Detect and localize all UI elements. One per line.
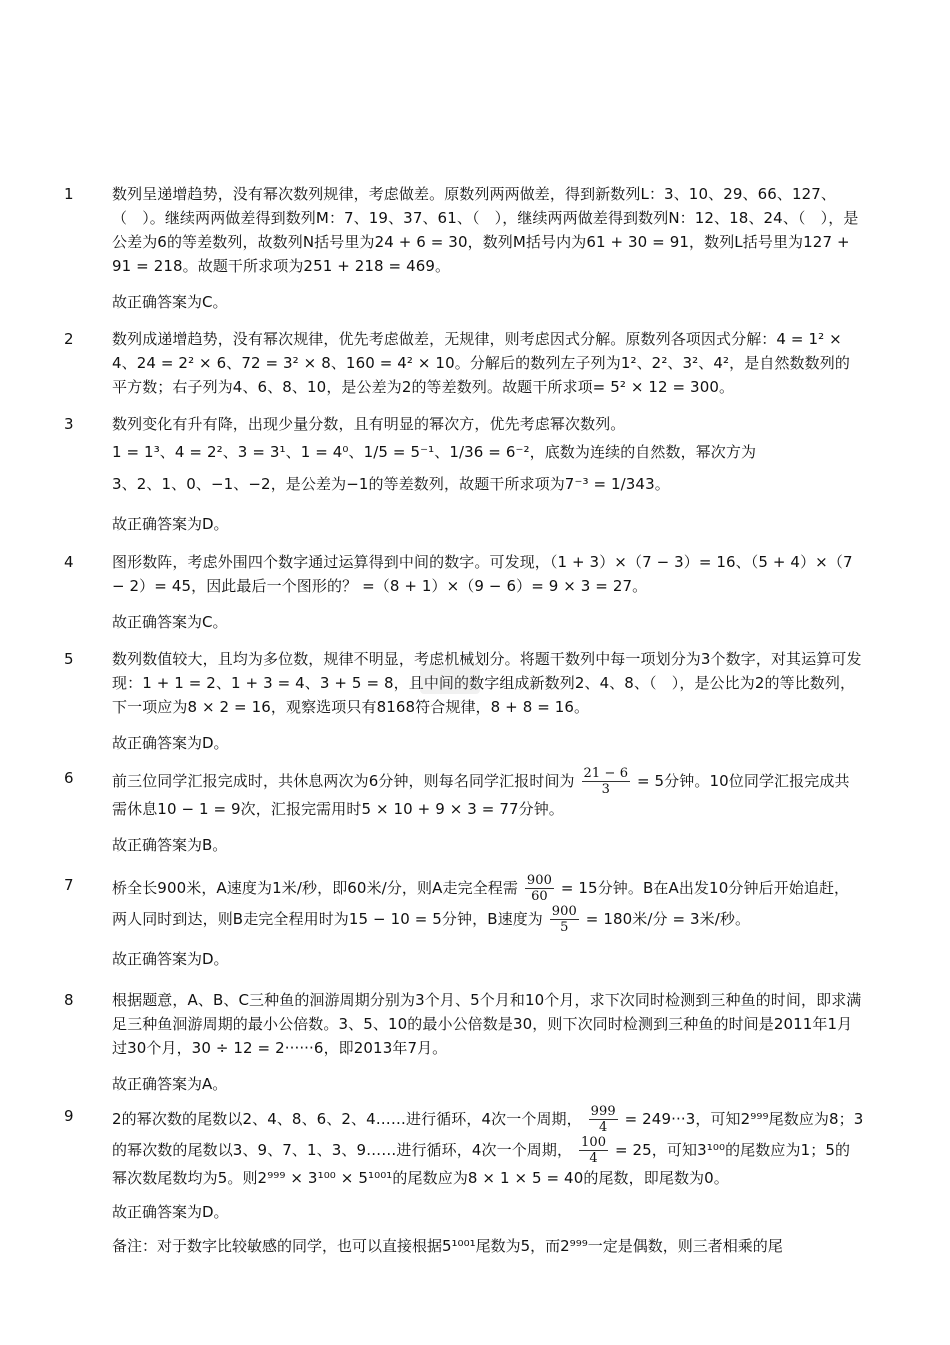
fraction-denominator: 60 bbox=[531, 889, 548, 904]
item-number: 7 bbox=[64, 876, 74, 894]
item-explanation-part: = 15分钟。B在A出发10分钟后开始追赶，两人同时到达，则B走完全程用时为15 − 10 = 5分钟，B速度为 bbox=[112, 879, 850, 928]
item-explanation: 图形数阵，考虑外围四个数字通过运算得到中间的数字。可发现，（1 + 3）×（7 − 3）= 16、（5 + 4）×（7 − 2）= 45，因此最后一个图形的？ =（8 + 1）×（9 − 6）= 9 × 3 = 27。 bbox=[112, 553, 853, 595]
fraction-numerator: 21 − 6 bbox=[583, 766, 629, 781]
fraction bbox=[550, 904, 579, 935]
fraction-numerator: 100 bbox=[580, 1135, 607, 1150]
item-answer: 故正确答案为A。 bbox=[112, 1075, 228, 1093]
fraction-numerator: 900 bbox=[551, 904, 577, 919]
item-explanation: 数列呈递增趋势，没有幂次数列规律，考虑做差。原数列两两做差，得到新数列L：3、10、29、66、127、（ ）。继续两两做差得到数列M：7、19、37、61、（ ），继续两两做差得到数列N：12、18、24、（ ），是公差为6的等差数列，故数列N括号里为24 + 6 = 30，数列M括号内为61 + 30 = 91，数列L括号里为127 + 91 = 218。故题干所求项为251 + 218 = 469。 bbox=[112, 185, 859, 275]
item-answer: 故正确答案为D。 bbox=[112, 734, 229, 752]
item-number: 3 bbox=[64, 415, 74, 433]
item-explanation: 数列成递增趋势，没有幂次规律，优先考虑做差，无规律，则考虑因式分解。原数列各项因式分解：4 = 1² × 4、24 = 2² × 6、72 = 3² × 8、160 = 4² × 10。分解后的数列左子列为1²、2²、3²、4²，是自然数数列的平方数；右子列为4、6、8、10，是公差为2的等差数列。故题干所求项= 5² × 12 = 300。 bbox=[112, 330, 850, 396]
item-explanation: 根据题意，A、B、C三种鱼的洄游周期分别为3个月、5个月和10个月，求下次同时检测到三种鱼的时间，即求满足三种鱼洄游周期的最小公倍数。3、5、10的最小公倍数是30，则下次同时检测到三种鱼的时间是2011年1月过30个月，30 ÷ 12 = 2······6，即2013年7月。 bbox=[112, 991, 862, 1057]
fraction-denominator: 4 bbox=[599, 1120, 608, 1135]
fraction bbox=[582, 766, 631, 797]
item-explanation-part: 前三位同学汇报完成时，共休息两次为6分钟，则每名同学汇报时间为 bbox=[112, 772, 575, 790]
item-answer: 故正确答案为B。 bbox=[112, 836, 228, 854]
watermark-logo bbox=[420, 664, 480, 694]
item-note: 备注：对于数字比较敏感的同学，也可以直接根据5¹⁰⁰¹尾数为5，而2⁹⁹⁹一定是偶数，则三者相乘的尾 bbox=[112, 1237, 783, 1255]
fraction bbox=[579, 1135, 608, 1166]
item-answer: 故正确答案为C。 bbox=[112, 293, 228, 311]
item-number: 4 bbox=[64, 553, 74, 571]
fraction-denominator: 5 bbox=[560, 920, 569, 935]
item-number: 1 bbox=[64, 185, 74, 203]
item-number: 5 bbox=[64, 650, 74, 668]
item-number: 8 bbox=[64, 991, 74, 1009]
item-answer: 故正确答案为D。 bbox=[112, 950, 229, 968]
fraction bbox=[589, 1104, 618, 1135]
fraction-numerator: 900 bbox=[526, 873, 552, 888]
item-explanation-part: = 249···3，可知2⁹⁹⁹尾数应为8；3的幂次数的尾数以3、9、7、1、3、9……进行循环，4次一个周期， bbox=[112, 1110, 864, 1159]
fraction-denominator: 3 bbox=[601, 782, 610, 797]
item-explanation-part: 2的幂次数的尾数以2、4、8、6、2、4……进行循环，4次一个周期， bbox=[112, 1110, 582, 1128]
item-explanation-line: 1 = 1³、4 = 2²、3 = 3¹、1 = 4⁰、1/5 = 5⁻¹、1/36 = 6⁻²，底数为连续的自然数，幂次方为 bbox=[112, 443, 757, 461]
item-explanation-part: = 180米/分 = 3米/秒。 bbox=[585, 910, 751, 928]
item-number: 9 bbox=[64, 1107, 74, 1125]
item-answer: 故正确答案为C。 bbox=[112, 613, 228, 631]
item-answer: 故正确答案为D。 bbox=[112, 515, 229, 533]
fraction-denominator: 4 bbox=[589, 1151, 598, 1166]
item-explanation-part: = 25，可知3¹⁰⁰的尾数应为1；5的幂次数尾数均为5。则2⁹⁹⁹ × 3¹⁰⁰ × 5¹⁰⁰¹的尾数应为8 × 1 × 5 = 40的尾数，即尾数为0。 bbox=[112, 1141, 851, 1187]
item-explanation-line: 3、2、1、0、−1、−2，是公差为−1的等差数列，故题干所求项为7⁻³ = 1/343。 bbox=[112, 475, 670, 493]
item-explanation-part: 桥全长900米，A速度为1米/秒，即60米/分，则A走完全程需 bbox=[112, 879, 518, 897]
item-explanation-line: 数列变化有升有降，出现少量分数，且有明显的幂次方，优先考虑幂次数列。 bbox=[112, 415, 626, 433]
item-number: 6 bbox=[64, 769, 74, 787]
fraction bbox=[525, 873, 554, 904]
item-answer: 故正确答案为D。 bbox=[112, 1203, 229, 1221]
item-number: 2 bbox=[64, 330, 74, 348]
item-explanation: 数列数值较大，且均为多位数，规律不明显，考虑机械划分。将题干数列中每一项划分为3个数字，对其运算可发现：1 + 1 = 2、1 + 3 = 4、3 + 5 = 8，且中间的数字组成新数列2、4、8、（ ），是公比为2的等比数列，下一项应为8 × 2 = 16，观察选项只有8168符合规律，8 + 8 = 16。 bbox=[112, 650, 862, 716]
item-explanation-part: = 5分钟。10位同学汇报完成共需休息10 − 1 = 9次，汇报完需用时5 × 10 + 9 × 3 = 77分钟。 bbox=[112, 772, 850, 818]
fraction-numerator: 999 bbox=[590, 1104, 616, 1119]
